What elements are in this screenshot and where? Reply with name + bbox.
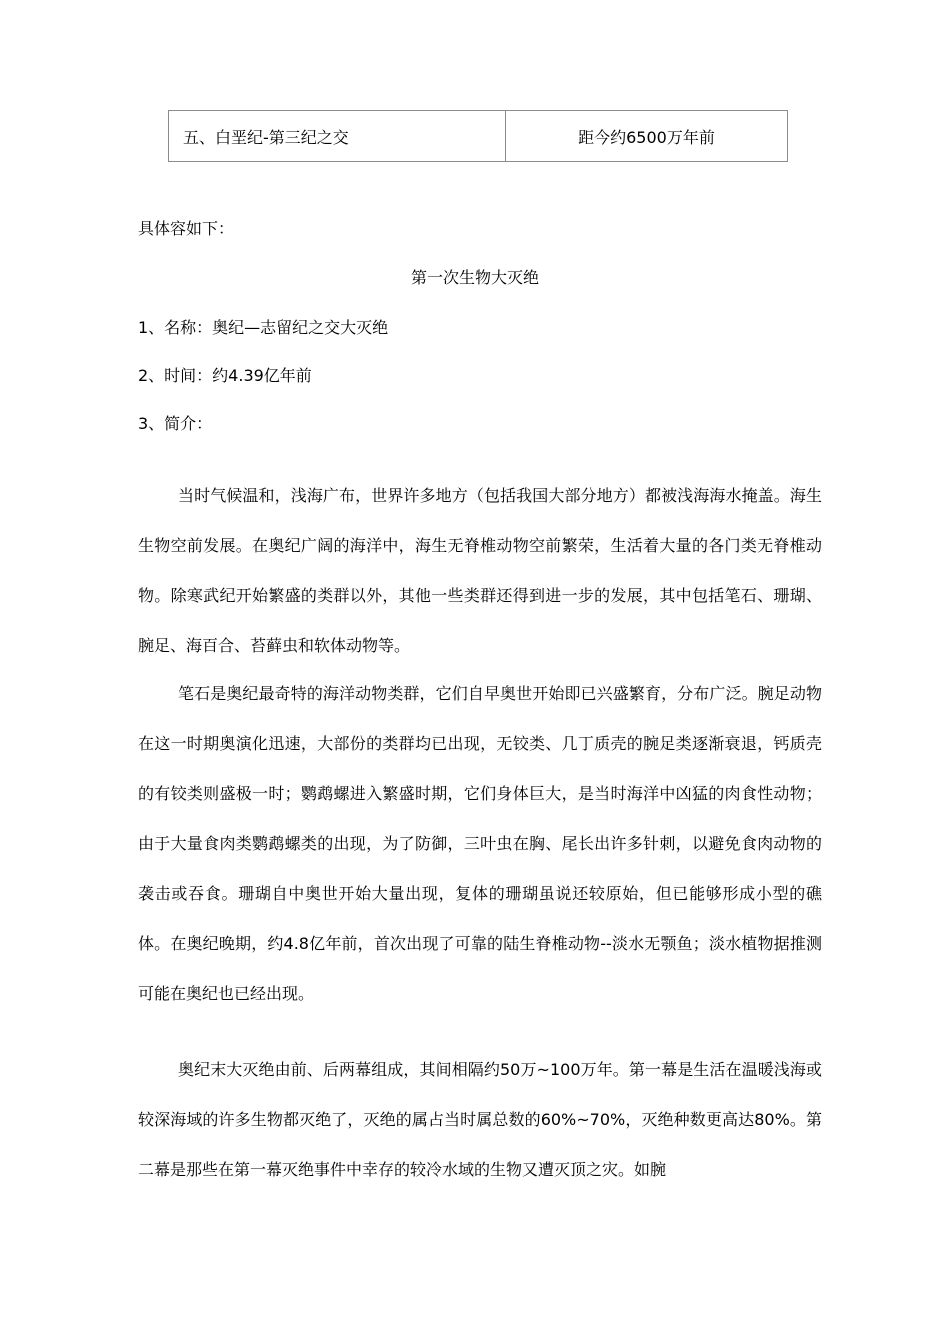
table-cell-era-name: 五、白垩纪-第三纪之交 — [169, 111, 506, 162]
intro-text: 具体容如下： — [138, 219, 235, 238]
body-paragraph-3: 奥纪末大灭绝由前、后两幕组成，其间相隔约50万~100万年。第一幕是生活在温暖浅海或较深海域的许多生物都灭绝了，灭绝的属占当时属总数的60%~70%，灭绝种数更高达80%。第二幕是那些在第一幕灭绝事件中幸存的较冷水域的生物又遭灭顶之灾。如腕 — [138, 1060, 822, 1179]
table-cell-era-time: 距今约6500万年前 — [506, 111, 788, 162]
extinction-era-table — [168, 110, 788, 162]
section-item-time: 2、时间：约4.39亿年前 — [138, 366, 312, 385]
body-paragraph-1: 当时气候温和，浅海广布，世界许多地方（包括我国大部分地方）都被浅海海水掩盖。海生生物空前发展。在奥纪广阔的海洋中，海生无脊椎动物空前繁荣，生活着大量的各门类无脊椎动物。除寒武纪开始繁盛的类群以外，其他一些类群还得到进一步的发展，其中包括笔石、珊瑚、腕足、海百合、苔藓虫和软体动物等。 — [138, 486, 822, 655]
section-item-summary: 3、简介： — [138, 414, 213, 433]
body-paragraph-2: 笔石是奥纪最奇特的海洋动物类群，它们自早奥世开始即已兴盛繁育，分布广泛。腕足动物在这一时期奥演化迅速，大部份的类群均已出现，无铰类、几丁质壳的腕足类逐渐衰退，钙质壳的有铰类则盛极一时；鹦鹉螺进入繁盛时期，它们身体巨大，是当时海洋中凶猛的肉食性动物；由于大量食肉类鹦鹉螺类的出现，为了防御，三叶虫在胸、尾长出许多针刺，以避免食肉动物的袭击或吞食。珊瑚自中奥世开始大量出现，复体的珊瑚虽说还较原始，但已能够形成小型的礁体。在奥纪晚期，约4.8亿年前，首次出现了可靠的陆生脊椎动物--淡水无颚鱼；淡水植物据推测可能在奥纪也已经出现。 — [138, 684, 822, 1003]
table-row — [169, 111, 788, 162]
section-item-name: 1、名称：奥纪—志留纪之交大灭绝 — [138, 318, 389, 337]
section-title: 第一次生物大灭绝 — [410, 268, 539, 287]
